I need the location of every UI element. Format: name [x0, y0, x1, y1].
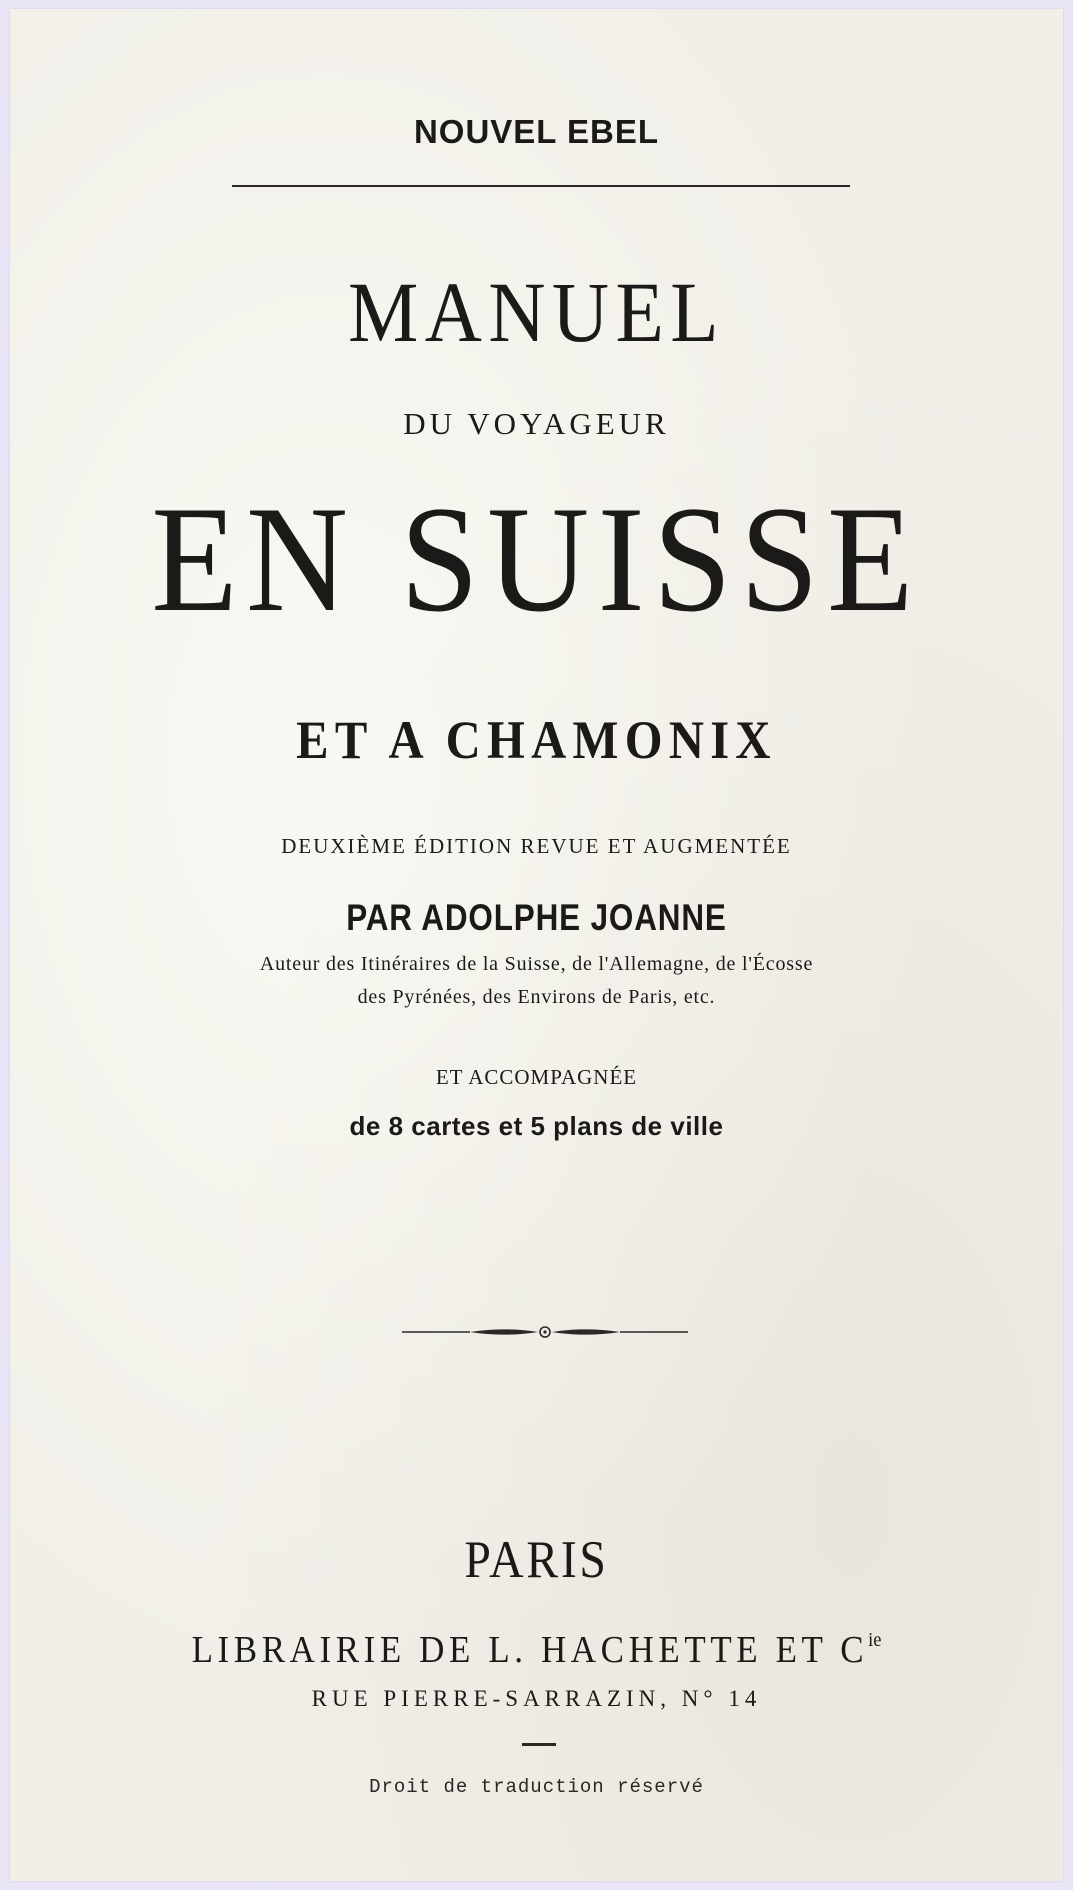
series-title: NOUVEL EBEL	[413, 113, 660, 150]
publisher-name	[52, 1617, 1021, 1673]
destination-title: EN SUISSE	[151, 475, 922, 643]
edition-statement: DEUXIÈME ÉDITION REVUE ET AUGMENTÉE	[281, 834, 792, 858]
author-name: PAR ADOLPHE JOANNE	[346, 897, 727, 938]
publisher-label: LIBRAIRIE DE L. HACHETTE ET C	[191, 1629, 869, 1671]
top-rule	[232, 185, 850, 187]
maps-count: de 8 cartes et 5 plans de ville	[349, 1111, 724, 1141]
subtitle: DU VOYAGEUR	[403, 406, 670, 441]
title-page	[10, 9, 1063, 1881]
author-credits-line-2: des Pyrénées, des Environs de Paris, etc.	[357, 986, 716, 1008]
short-rule	[522, 1743, 556, 1746]
destination-extra: ET A CHAMONIX	[296, 710, 777, 770]
main-title: MANUEL	[347, 264, 726, 360]
publisher-suffix: ie	[868, 1629, 882, 1651]
imprint-city: PARIS	[464, 1531, 609, 1589]
accompanied-label: ET ACCOMPAGNÉE	[435, 1065, 638, 1089]
publisher-address: RUE PIERRE-SARRAZIN, N° 14	[311, 1686, 762, 1711]
author-credits-line-1: Auteur des Itinéraires de la Suisse, de l'Allemagne, de l'Écosse	[259, 953, 814, 975]
rights-notice: Droit de traduction réservé	[369, 1776, 704, 1798]
ornament-divider	[400, 1320, 690, 1344]
